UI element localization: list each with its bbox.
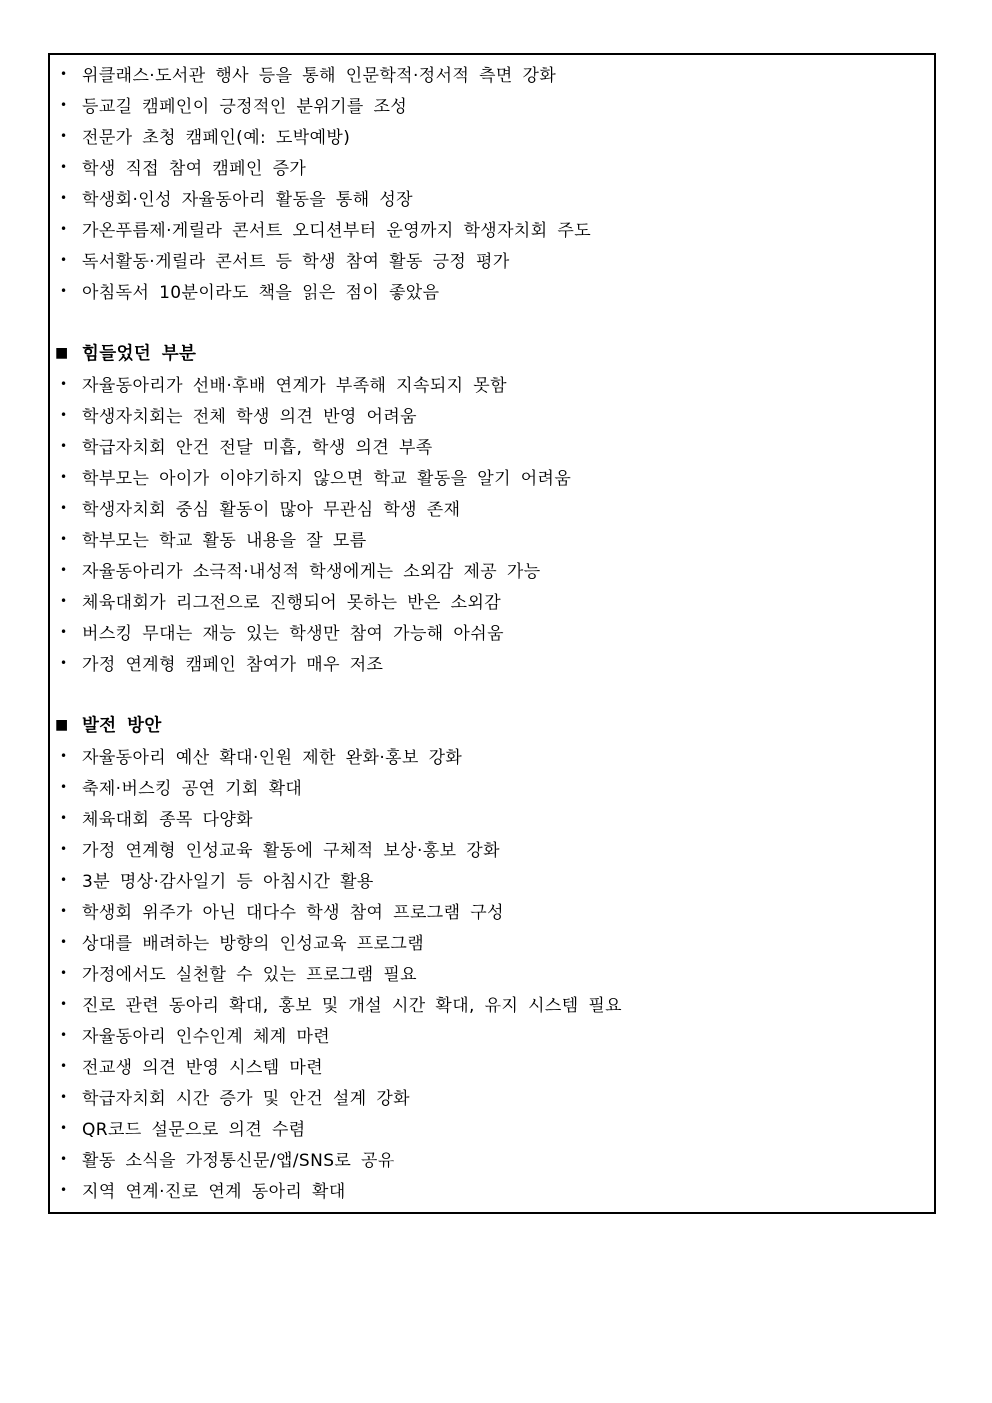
- report-text-box: [48, 53, 936, 1214]
- list-item-text: 학생자치회 중심 활동이 많아 무관심 학생 존재: [82, 500, 461, 520]
- list-item-text: 학급자치회 시간 증가 및 안건 설계 강화: [82, 1089, 410, 1109]
- bullet-icon: •: [60, 376, 68, 391]
- list-item: [55, 864, 920, 895]
- list-item-text: 가정 연계형 캠페인 참여가 매우 저조: [82, 655, 384, 675]
- bullet-icon: •: [60, 841, 68, 856]
- list-item: [55, 988, 920, 1019]
- bullet-icon: •: [60, 624, 68, 639]
- list-item-text: 학급자치회 안건 전달 미흡, 학생 의견 부족: [82, 438, 433, 458]
- list-item: [55, 1050, 920, 1081]
- list-item-text: 학부모는 아이가 이야기하지 않으면 학교 활동을 알기 어려움: [82, 469, 572, 489]
- bullet-icon: •: [60, 903, 68, 918]
- list-item-text: 활동 소식을 가정통신문/앱/SNS로 공유: [82, 1151, 395, 1171]
- bullet-icon: •: [60, 872, 68, 887]
- bullet-icon: •: [60, 252, 68, 267]
- list-item: [55, 833, 920, 864]
- difficulties-list: [55, 368, 920, 678]
- bullet-icon: •: [60, 934, 68, 949]
- list-item: [55, 1174, 920, 1205]
- list-item: [55, 461, 920, 492]
- list-item: [55, 647, 920, 678]
- bullet-icon: •: [60, 469, 68, 484]
- bullet-icon: •: [60, 531, 68, 546]
- section-marker-icon: ■: [55, 344, 69, 361]
- list-item: [55, 368, 920, 399]
- bullet-icon: •: [60, 500, 68, 515]
- bullet-icon: •: [60, 655, 68, 670]
- bullet-icon: •: [60, 128, 68, 143]
- bullet-icon: •: [60, 1089, 68, 1104]
- list-item-text: 학생회 위주가 아닌 대다수 학생 참여 프로그램 구성: [82, 903, 504, 923]
- bullet-icon: •: [60, 1058, 68, 1073]
- section-header-difficulties: [55, 337, 920, 368]
- bullet-icon: •: [60, 159, 68, 174]
- bullet-icon: •: [60, 1182, 68, 1197]
- list-item-text: 상대를 배려하는 방향의 인성교육 프로그램: [82, 934, 425, 954]
- list-item-text: 아침독서 10분이라도 책을 읽은 점이 좋았음: [82, 283, 440, 303]
- section-title-difficulties: 힘들었던 부분: [82, 344, 197, 364]
- list-item-text: 자율동아리 인수인계 체계 마련: [82, 1027, 331, 1047]
- positive-points-list: [55, 58, 920, 306]
- list-item-text: 축제·버스킹 공연 기회 확대: [82, 779, 303, 799]
- list-item: [55, 554, 920, 585]
- list-item-text: 학생 직접 참여 캠페인 증가: [82, 159, 307, 179]
- list-item-text: 등교길 캠페인이 긍정적인 분위기를 조성: [82, 97, 408, 117]
- list-item-text: 버스킹 무대는 재능 있는 학생만 참여 가능해 아쉬움: [82, 624, 504, 644]
- list-item-text: 진로 관련 동아리 확대, 홍보 및 개설 시간 확대, 유지 시스템 필요: [82, 996, 622, 1016]
- list-item: [55, 275, 920, 306]
- list-item: [55, 926, 920, 957]
- bullet-icon: •: [60, 190, 68, 205]
- bullet-icon: •: [60, 97, 68, 112]
- list-item-text: 독서활동·게릴라 콘서트 등 학생 참여 활동 긍정 평가: [82, 252, 510, 272]
- list-item-text: 학생자치회는 전체 학생 의견 반영 어려움: [82, 407, 417, 427]
- list-item: [55, 895, 920, 926]
- list-item: [55, 957, 920, 988]
- list-item: [55, 740, 920, 771]
- bullet-icon: •: [60, 562, 68, 577]
- section-title-improvements: 발전 방안: [82, 716, 162, 736]
- list-item: [55, 58, 920, 89]
- list-item: [55, 430, 920, 461]
- list-item-text: 자율동아리가 선배·후배 연계가 부족해 지속되지 못함: [82, 376, 507, 396]
- list-item-text: 자율동아리가 소극적·내성적 학생에게는 소외감 제공 가능: [82, 562, 541, 582]
- list-item-text: 전문가 초청 캠페인(예: 도박예방): [82, 128, 351, 148]
- list-item: [55, 771, 920, 802]
- list-item-text: 위클래스·도서관 행사 등을 통해 인문학적·정서적 측면 강화: [82, 66, 557, 86]
- list-item-text: 전교생 의견 반영 시스템 마련: [82, 1058, 324, 1078]
- bullet-icon: •: [60, 1151, 68, 1166]
- list-item: [55, 399, 920, 430]
- list-item: [55, 492, 920, 523]
- bullet-icon: •: [60, 748, 68, 763]
- list-item: [55, 213, 920, 244]
- list-item: [55, 585, 920, 616]
- bullet-icon: •: [60, 221, 68, 236]
- section-header-improvements: [55, 709, 920, 740]
- bullet-icon: •: [60, 1027, 68, 1042]
- list-item-text: 가정에서도 실천할 수 있는 프로그램 필요: [82, 965, 417, 985]
- list-item: [55, 244, 920, 275]
- bullet-icon: •: [60, 779, 68, 794]
- improvement-plans-list: [55, 740, 920, 1205]
- list-item: [55, 802, 920, 833]
- list-item-text: 체육대회가 리그전으로 진행되어 못하는 반은 소외감: [82, 593, 502, 613]
- list-item-text: 3분 명상·감사일기 등 아침시간 활용: [82, 872, 374, 892]
- bullet-icon: •: [60, 1120, 68, 1135]
- list-item-text: 학부모는 학교 활동 내용을 잘 모름: [82, 531, 367, 551]
- section-marker-icon: ■: [55, 716, 69, 733]
- list-item: [55, 1143, 920, 1174]
- bullet-icon: •: [60, 810, 68, 825]
- bullet-icon: •: [60, 996, 68, 1011]
- list-item: [55, 1019, 920, 1050]
- list-item: [55, 523, 920, 554]
- list-item: [55, 1112, 920, 1143]
- list-item: [55, 1081, 920, 1112]
- list-item-text: 가정 연계형 인성교육 활동에 구체적 보상·홍보 강화: [82, 841, 500, 861]
- list-item-text: 가온푸름제·게릴라 콘서트 오디션부터 운영까지 학생자치회 주도: [82, 221, 592, 241]
- bullet-icon: •: [60, 438, 68, 453]
- list-item: [55, 616, 920, 647]
- list-item-text: 자율동아리 예산 확대·인원 제한 완화·홍보 강화: [82, 748, 463, 768]
- list-item: [55, 89, 920, 120]
- list-item: [55, 120, 920, 151]
- list-item-text: QR코드 설문으로 의견 수렴: [82, 1120, 306, 1140]
- list-item-text: 지역 연계·진로 연계 동아리 확대: [82, 1182, 346, 1202]
- bullet-icon: •: [60, 407, 68, 422]
- list-item-text: 학생회·인성 자율동아리 활동을 통해 성장: [82, 190, 413, 210]
- bullet-icon: •: [60, 965, 68, 980]
- list-item: [55, 182, 920, 213]
- list-item-text: 체육대회 종목 다양화: [82, 810, 254, 830]
- bullet-icon: •: [60, 66, 68, 81]
- list-item: [55, 151, 920, 182]
- bullet-icon: •: [60, 283, 68, 298]
- bullet-icon: •: [60, 593, 68, 608]
